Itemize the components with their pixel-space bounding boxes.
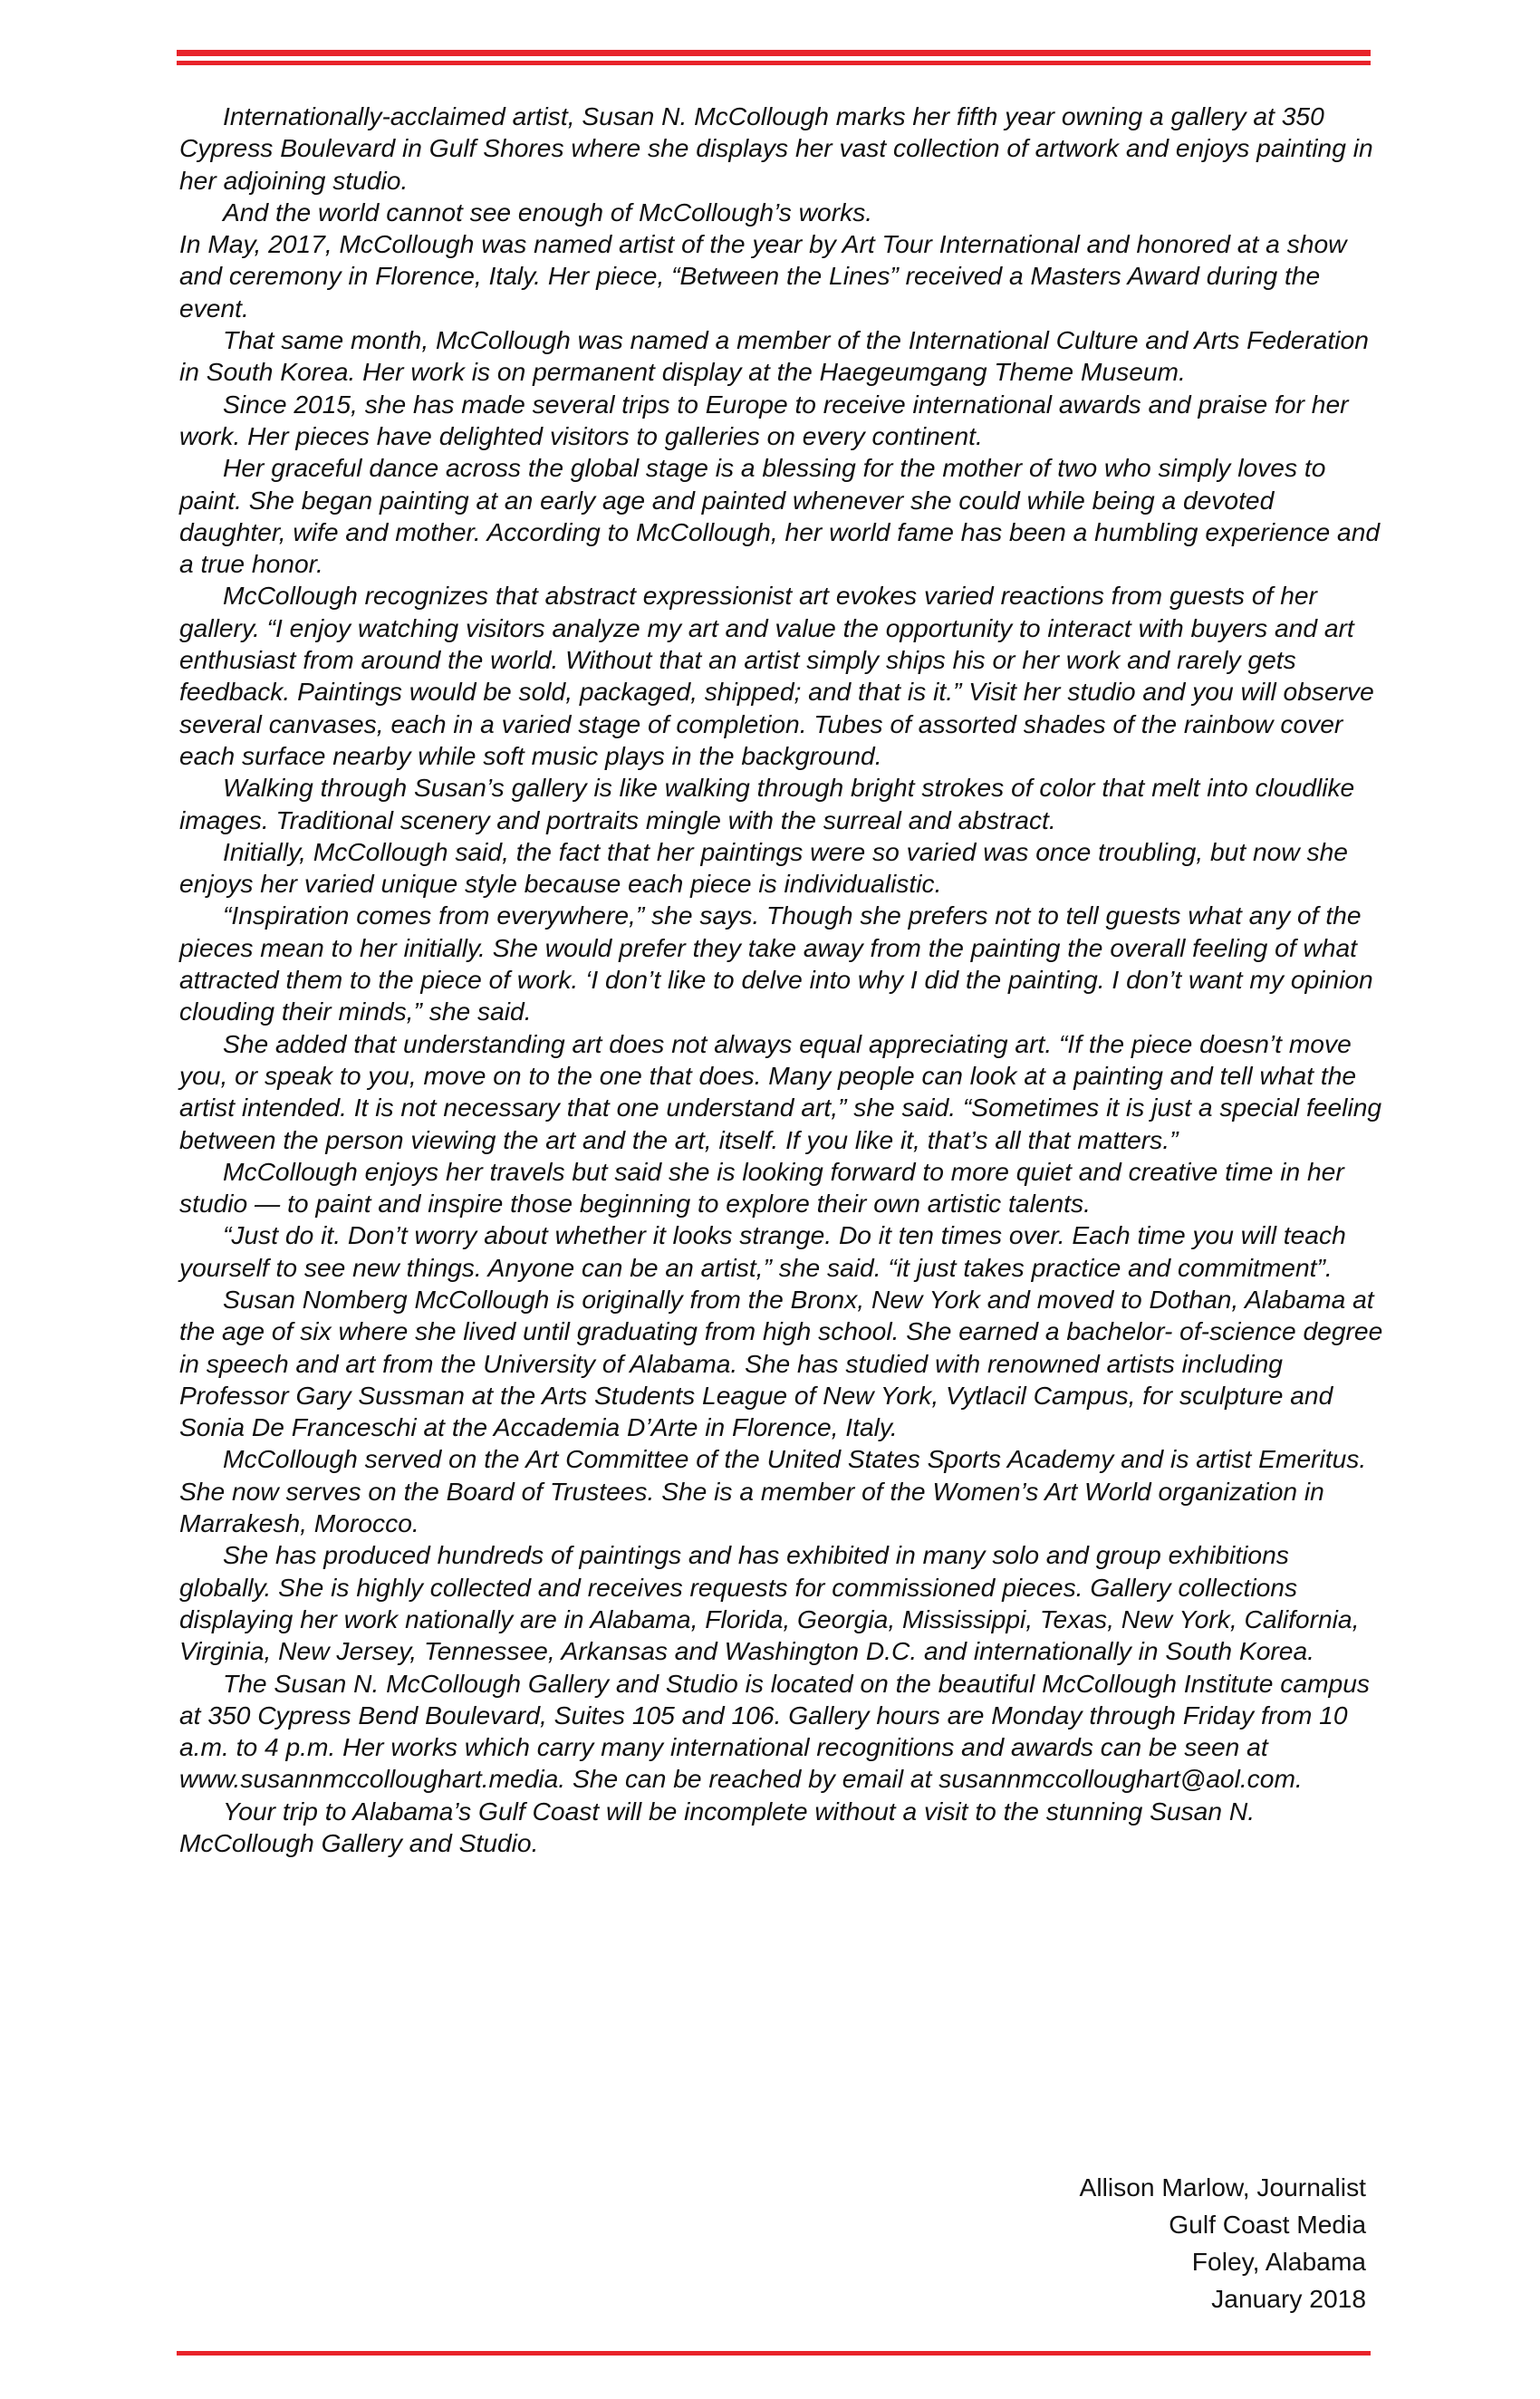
article-paragraph: The Susan N. McCollough Gallery and Studio is located on the beautiful McCollough Institute campus at 350 Cypress Bend Boulevard, Suites 105 and 106. Gallery hours are Monday through Friday from 10 a.m. to 4 p.m. Her works which carry many international recognitions and awards can be seen at www.susannmccolloughart.media. She can be reached by email at susannmccolloughart@aol.com.: [179, 1668, 1371, 1794]
article-paragraph: McCollough served on the Art Committee of the United States Sports Academy and is artist Emeritus. She now serves on the Board of Trustees. She is a member of the Women’s Art World organization in Marrakesh, Morocco.: [179, 1444, 1367, 1538]
top-double-rule: [177, 50, 1371, 68]
article-paragraph: Since 2015, she has made several trips to Europe to receive international awards and praise for her work. Her pieces have delighted visitors to galleries on every continent.: [179, 389, 1349, 450]
article-paragraph: That same month, McCollough was named a member of the International Culture and Arts Federation in South Korea. Her work is on permanent display at the Haegeumgang Theme Museum.: [179, 325, 1369, 387]
publication-date: January 2018: [1211, 2284, 1366, 2313]
article-paragraph: McCollough recognizes that abstract expressionist art evokes varied reactions from guests of her gallery. “I enjoy watching visitors analyze my art and value the opportunity to interact with buyers and art enthusiast from around the world. Without that an artist simply ships his or her work and rarely gets feedback. Paintings would be sold, packaged, shipped; and that is it.” Visit her studio and you will observe several canvases, each in a varied stage of completion. Tubes of assorted shades of the rainbow cover each surface nearby while soft music plays in the background.: [179, 581, 1374, 770]
article-body: [179, 101, 1384, 1859]
article-paragraph: Your trip to Alabama’s Gulf Coast will be incomplete without a visit to the stunning Susan N. McCollough Gallery and Studio.: [179, 1796, 1256, 1858]
bottom-rule: [177, 2351, 1371, 2356]
article-paragraph: “Inspiration comes from everywhere,” she says. Though she prefers not to tell guests what any of the pieces mean to her initially. She would prefer they take away from the painting the overall feeling of what attracted them to the piece of work. ‘I don’t like to delve into why I did the painting. I don’t want my opinion clouding their minds,” she said.: [179, 901, 1373, 1026]
top-rule-line: [177, 50, 1371, 56]
author-organization: Gulf Coast Media: [1169, 2210, 1366, 2239]
article-paragraph: Internationally-acclaimed artist, Susan N. McCollough marks her fifth year owning a gallery at 350 Cypress Boulevard in Gulf Shores where she displays her vast collection of artwork and enjoys painting in her adjoining studio.: [179, 101, 1373, 195]
article-paragraph: In May, 2017, McCollough was named artist of the year by Art Tour International and honored at a show and ceremony in Florence, Italy. Her piece, “Between the Lines” received a Masters Award during the event.: [179, 229, 1347, 323]
author-name: Allison Marlow, Journalist: [1079, 2173, 1366, 2201]
article-paragraph: McCollough enjoys her travels but said she is looking forward to more quiet and creative time in her studio — to paint and inspire those beginning to explore their own artistic talents.: [179, 1156, 1344, 1219]
article-paragraph: Walking through Susan’s gallery is like walking through bright strokes of color that melt into cloudlike images. Traditional scenery and portraits mingle with the surreal and abstract.: [179, 773, 1355, 834]
article-paragraph: Initially, McCollough said, the fact that her paintings were so varied was once troubling, but now she enjoys her varied unique style because each piece is individualistic.: [179, 836, 1348, 899]
article-paragraph: She added that understanding art does not always equal appreciating art. “If the piece doesn’t move you, or speak to you, move on to the one that does. Many people can look at a painting and tell what the artist intended. It is not necessary that one understand art,” she said. “Sometimes it is just a special feeling between the person viewing the art and the art, itself. If you like it, that’s all that matters.”: [179, 1028, 1382, 1154]
article-paragraph: “Just do it. Don’t worry about whether it looks strange. Do it ten times over. Each time you will teach yourself to see new things. Anyone can be an artist,” she said. “it just takes practice and commitment”.: [179, 1220, 1346, 1282]
author-location: Foley, Alabama: [1191, 2247, 1366, 2276]
article-paragraph: She has produced hundreds of paintings and has exhibited in many solo and group exhibitions globally. She is highly collected and receives requests for commissioned pieces. Gallery collections displaying her work nationally are in Alabama, Florida, Georgia, Mississippi, Texas, New York, California, Virginia, New Jersey, Tennessee, Arkansas and Washington D.C. and internationally in South Korea.: [179, 1540, 1360, 1666]
article-paragraph: Her graceful dance across the global stage is a blessing for the mother of two who simply loves to paint. She began painting at an early age and painted whenever she could while being a devoted daughter, wife and mother. According to McCollough, her world fame has been a humbling experience and a true honor.: [179, 453, 1381, 579]
top-rule-line: [177, 61, 1371, 65]
article-paragraph: Susan Nomberg McCollough is originally from the Bronx, New York and moved to Dothan, Alabama at the age of six where she lived until graduating from high school. She earned a bachelor- of-science degree in speech and art from the University of Alabama. She has studied with renowned artists including Professor Gary Sussman at the Arts Students League of New York, Vytlacil Campus, for sculpture and Sonia De Franceschi at the Accademia D’Arte in Florence, Italy.: [179, 1284, 1383, 1442]
article-paragraph: And the world cannot see enough of McCollough’s works.: [223, 197, 873, 226]
author-signature-block: [1080, 2169, 1366, 2317]
